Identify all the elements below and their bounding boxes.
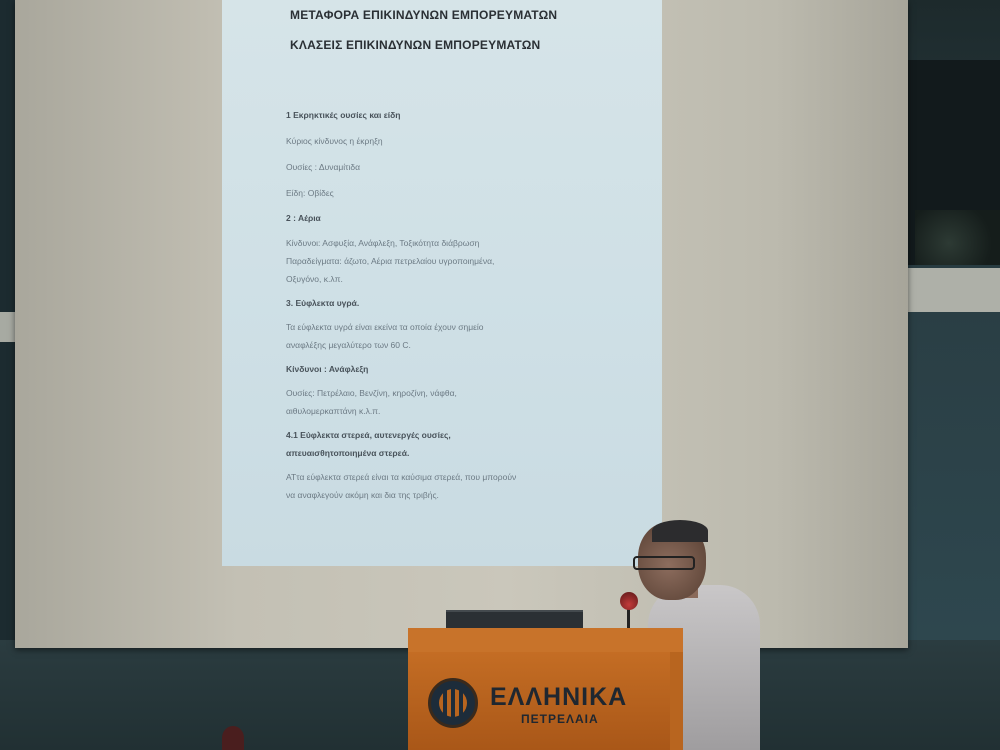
slide-line: αιθυλομερκαπτάνη κ.λ.π. (286, 406, 381, 416)
podium-brand: ΕΛΛΗΝΙΚΑ (490, 683, 628, 711)
speaker-hair (652, 520, 708, 542)
glasses (633, 556, 695, 570)
slide-line: να αναφλεγούν ακόμη και δια της τριβής. (286, 490, 439, 500)
slide-line: ΑΤτα εύφλεκτα στερεά είναι τα καύσιμα στερεά, που μπορούν (286, 472, 517, 482)
slide-line: Είδη: Οβίδες (286, 188, 334, 198)
podium-top (408, 628, 683, 652)
projected-slide (222, 0, 662, 566)
microphone (620, 592, 638, 610)
slide-line: 2 : Αέρια (286, 213, 321, 223)
plant (915, 210, 1000, 265)
slide-line: Παραδείγματα: άζωτο, Αέρια πετρελαίου υγροποιημένα, (286, 256, 495, 266)
slide-line: 1 Εκρηκτικές ουσίες και είδη (286, 110, 401, 120)
podium-logo (428, 678, 478, 728)
slide-line: Κύριος κίνδυνος η έκρηξη (286, 136, 383, 146)
slide-line: Κίνδυνοι: Ασφυξία, Ανάφλεξη, Τοξικότητα διάβρωση (286, 238, 480, 248)
slide-line: αναφλέξης μεγαλύτερο των 60 C. (286, 340, 411, 350)
chair (222, 726, 244, 750)
slide-line: Ουσίες: Πετρέλαιο, Βενζίνη, κηροζίνη, νάφθα, (286, 388, 457, 398)
podium-sub: ΠΕΤΡΕΛΑΙΑ (521, 712, 599, 726)
wall-band (900, 268, 1000, 312)
slide-line: απευαισθητοποιημένα στερεά. (286, 448, 410, 458)
slide-title-2: ΚΛΑΣΕΙΣ ΕΠΙΚΙΝΔΥΝΩΝ ΕΜΠΟΡΕΥΜΑΤΩΝ (290, 38, 541, 52)
slide-line: 4.1 Εύφλεκτα στερεά, αυτενεργές ουσίες, (286, 430, 451, 440)
slide-title-1: ΜΕΤΑΦΟΡΑ ΕΠΙΚΙΝΔΥΝΩΝ ΕΜΠΟΡΕΥΜΑΤΩΝ (290, 8, 558, 22)
slide-line: Ουσίες : Δυναμίτιδα (286, 162, 361, 172)
slide-line: Τα εύφλεκτα υγρά είναι εκείνα τα οποία έχουν σημείο (286, 322, 484, 332)
slide-line: 3. Εύφλεκτα υγρά. (286, 298, 360, 308)
slide-line: Οξυγόνο, κ.λπ. (286, 274, 343, 284)
slide-line: Κίνδυνοι : Ανάφλεξη (286, 364, 369, 374)
